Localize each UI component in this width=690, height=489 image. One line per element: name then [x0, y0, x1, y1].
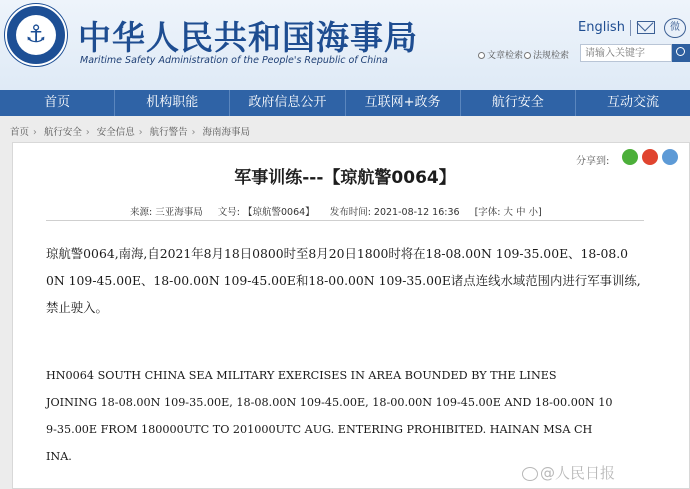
main-nav	[0, 90, 690, 116]
nav-item-home[interactable]: 首页	[0, 90, 115, 116]
nav-item-internet-services[interactable]: 互联网+政务	[346, 90, 461, 116]
divider	[46, 220, 644, 221]
nav-item-gov-info[interactable]: 政府信息公开	[230, 90, 345, 116]
meta-doc-number: 文号: 【琼航警0064】	[217, 207, 315, 218]
anchor-icon: ⚓	[25, 20, 47, 48]
watermark: @人民日报	[522, 462, 615, 483]
chevron-right-icon: ›	[33, 127, 37, 138]
radio-icon	[524, 52, 531, 59]
breadcrumb-item[interactable]: 航行安全	[43, 127, 82, 138]
breadcrumb-item[interactable]: 海南海事局	[202, 127, 250, 138]
breadcrumb-item[interactable]: 安全信息	[96, 127, 135, 138]
search-icon[interactable]	[672, 44, 690, 62]
divider	[630, 20, 631, 36]
weibo-icon[interactable]: 微	[664, 18, 686, 38]
site-title: 中华人民共和国海事局	[78, 18, 418, 57]
article-body-english: HN0064 SOUTH CHINA SEA MILITARY EXERCISES IN AREA BOUNDED BY THE LINES JOINING 18-08.00N 109-35.00E, 18-08.00N 109-45.00E, 18-00.00N 109-45.00E AND 18-00.00N 10 9-35.00E FROM 180000UTC TO 201000UTC AUG. ENTERING PROHIBITED. HAINAN MSA CH INA.	[46, 369, 613, 463]
search-option-articles[interactable]: 文章检索	[478, 48, 523, 61]
font-size-controls[interactable]: [字体: 大 中 小]	[474, 207, 542, 218]
nav-item-interaction[interactable]: 互动交流	[606, 95, 659, 110]
search-option-regulations[interactable]: 法规检索	[524, 48, 569, 61]
site-subtitle: Maritime Safety Administration of the People's Republic of China	[80, 55, 388, 66]
chevron-right-icon: ›	[85, 127, 90, 138]
share-label: 分享到:	[576, 156, 610, 167]
chevron-right-icon: ›	[138, 127, 143, 138]
english-link[interactable]: English	[578, 20, 625, 35]
meta-source: 来源: 三亚海事局	[130, 207, 203, 218]
meta-published: 发布时间: 2021-08-12 16:36	[329, 207, 460, 218]
chevron-right-icon: ›	[191, 127, 196, 138]
nav-item-navigation-safety[interactable]: 航行安全	[461, 90, 576, 116]
breadcrumb-item[interactable]: 首页	[10, 127, 30, 138]
mail-icon[interactable]	[637, 21, 655, 34]
site-header	[0, 0, 690, 90]
article-title: 军事训练---【琼航警0064】	[234, 168, 456, 188]
weibo-watermark-icon	[522, 467, 538, 481]
breadcrumb	[10, 124, 254, 138]
radio-icon	[478, 52, 485, 59]
breadcrumb-item[interactable]: 航行警告	[149, 127, 188, 138]
article-meta	[130, 204, 554, 218]
msa-logo[interactable]	[5, 4, 67, 66]
search-input[interactable]	[580, 44, 672, 62]
article-body-chinese: 琼航警0064,南海,自2021年8月18日0800时至8月20日1800时将在18-08.00N 109-35.00E、18-08.0 0N 109-45.00E、18-00.00N 109-45.00E和18-00.00N 109-35.00E诸点连线水域范围内进行军事训练, 禁止驶入。	[46, 246, 641, 315]
nav-item-functions[interactable]: 机构职能	[115, 90, 230, 116]
